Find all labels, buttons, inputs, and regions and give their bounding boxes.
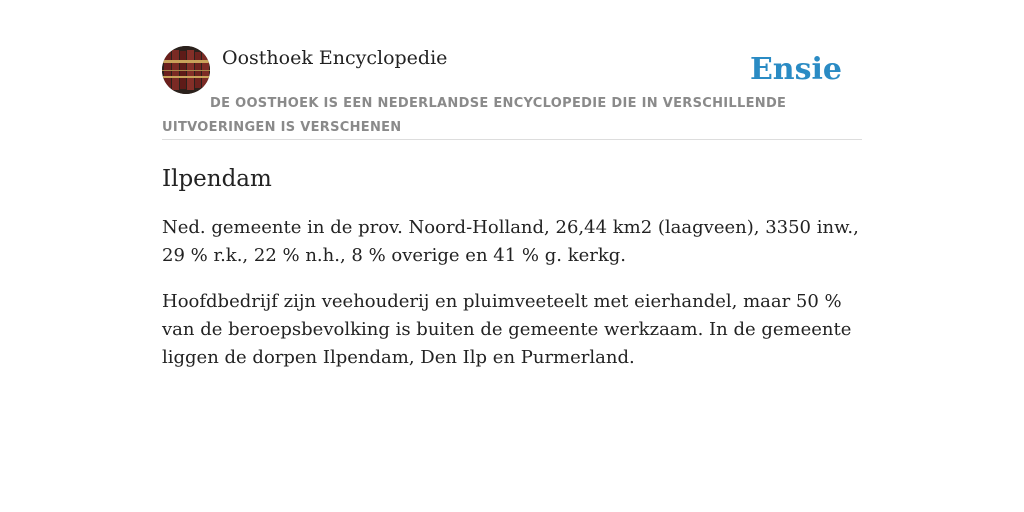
article-paragraph: Hoofdbedrijf zijn veehouderij en pluimveeteelt met eierhandel, maar 50 % van de beroepsbevolking is buiten de gemeente werkzaam. In de gemeente liggen de dorpen Ilpendam, Den Ilp en Purmerland.	[162, 291, 852, 368]
bookshelf-icon[interactable]	[162, 46, 210, 94]
article-paragraph: Ned. gemeente in de prov. Noord-Holland, 26,44 km2 (laagveen), 3350 inw., 29 % r.k., 22 % n.h., 8 % overige en 41 % g. kerkg.	[162, 217, 859, 266]
brand-logo[interactable]: Ensie	[749, 52, 842, 87]
site-tagline: DE OOSTHOEK IS EEN NEDERLANDSE ENCYCLOPEDIE DIE IN VERSCHILLENDE UITVOERINGEN IS VERSCHENEN	[162, 96, 787, 135]
article	[162, 162, 862, 372]
site-title[interactable]: Oosthoek Encyclopedie	[222, 47, 448, 69]
header-divider	[162, 139, 862, 140]
article-title: Ilpendam	[162, 166, 272, 192]
